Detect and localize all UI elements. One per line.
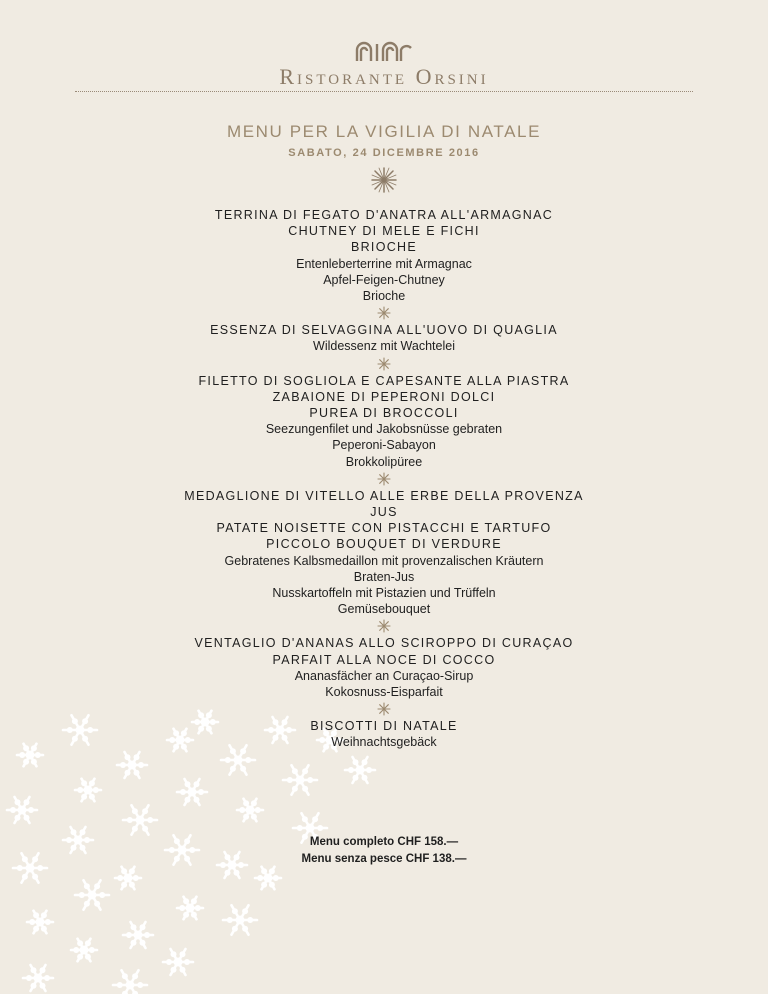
price-block [0,834,768,868]
course-item [0,635,768,700]
course-italian-line: ESSENZA DI SELVAGGINA ALL'UOVO DI QUAGLIA [210,323,558,338]
course-italian-line: MEDAGLIONE DI VITELLO ALLE ERBE DELLA PROVENZA [184,488,584,503]
course-german-line: Seezungenfilet und Jakobsnüsse gebraten [265,422,503,437]
course-italian-line: PATATE NOISETTE CON PISTACCHI E TARTUFO [216,521,552,536]
snowflake-icon [7,797,37,823]
star-ornament-icon [377,306,391,320]
course-separator [0,470,768,488]
course-separator [0,355,768,373]
snowflake-icon [115,867,141,890]
snowflake-icon [177,779,207,805]
course-italian-line: BRIOCHE [350,240,418,255]
course-list [0,207,768,751]
course-german-line: Peperoni-Sabayon [332,438,436,453]
course-german-line: Ananasfächer an Curaçao-Sirup [294,668,474,683]
course-german-line: Kokosnuss-Eisparfait [325,685,443,700]
restaurant-name: Ristorante Orsini [279,64,489,89]
course-italian-line: PICCOLO BOUQUET DI VERDURE [266,537,502,552]
course-german-line: Gebratenes Kalbsmedaillon mit provenzalischen Kräutern [224,553,544,568]
course-german-line: Wildessenz mit Wachtelei [313,339,455,354]
course-italian-line: PARFAIT ALLA NOCE DI COCCO [272,652,496,667]
restaurant-logo [355,41,413,63]
course-separator [0,304,768,322]
course-german-line: Brokkolipüree [345,454,423,469]
course-german-line: Apfel-Feigen-Chutney [323,272,445,287]
snowflake-icon [163,949,193,975]
snowflake-icon [123,922,153,948]
snowflake-icon [123,805,157,834]
course-item [0,373,768,470]
dotted-divider [75,91,693,92]
price-no-fish: Menu senza pesce CHF 138.— [301,853,467,865]
course-italian-line: ZABAIONE DI PEPERONI DOLCI [272,389,496,404]
course-italian-line: PUREA DI BROCCOLI [309,406,459,421]
price-complete: Menu completo CHF 158.— [309,836,459,848]
snowflake-icon [75,880,109,909]
course-german-line: Gemüsebouquet [337,602,431,617]
snowflake-icon [75,779,101,802]
snowflake-icon [27,911,53,934]
snowflake-icon [237,799,263,822]
snowflake-icon [255,867,281,890]
course-german-line: Weihnachtsgebäck [331,735,437,750]
course-italian-line: BISCOTTI DI NATALE [310,719,458,734]
course-separator [0,617,768,635]
course-german-line: Nusskartoffeln mit Pistazien und Trüffeln [272,586,496,601]
course-italian-line: CHUTNEY DI MELE E FICHI [288,224,480,239]
course-separator [0,700,768,718]
snowflake-icon [223,905,257,934]
star-ornament-icon [377,702,391,716]
course-item [0,718,768,750]
course-item [0,488,768,618]
star-ornament-icon [377,357,391,371]
star-ornament-icon [370,166,398,194]
course-item [0,322,768,354]
snowflake-icon [23,965,53,991]
star-ornament-icon [377,619,391,633]
course-item [0,207,768,304]
course-italian-line: TERRINA DI FEGATO D'ANATRA ALL'ARMAGNAC [214,208,554,222]
snowflake-icon [177,897,203,920]
course-italian-line: VENTAGLIO D'ANANAS ALLO SCIROPPO DI CURAÇAO [194,636,574,651]
snowflake-icon [345,757,375,783]
course-german-line: Braten-Jus [353,569,415,584]
course-german-line: Brioche [362,289,406,304]
snowflake-icon [71,939,97,962]
course-italian-line: JUS [370,505,398,520]
snowflake-icon [283,765,317,794]
star-ornament-icon [377,472,391,486]
menu-date: SABATO, 24 DICEMBRE 2016 [288,147,480,159]
menu-title: MENU PER LA VIGILIA DI NATALE [226,122,542,141]
course-italian-line: FILETTO DI SOGLIOLA E CAPESANTE ALLA PIASTRA [198,373,570,388]
snowflake-icon [117,752,147,778]
course-german-line: Entenleberterrine mit Armagnac [296,256,472,271]
snowflake-icon [113,970,147,994]
